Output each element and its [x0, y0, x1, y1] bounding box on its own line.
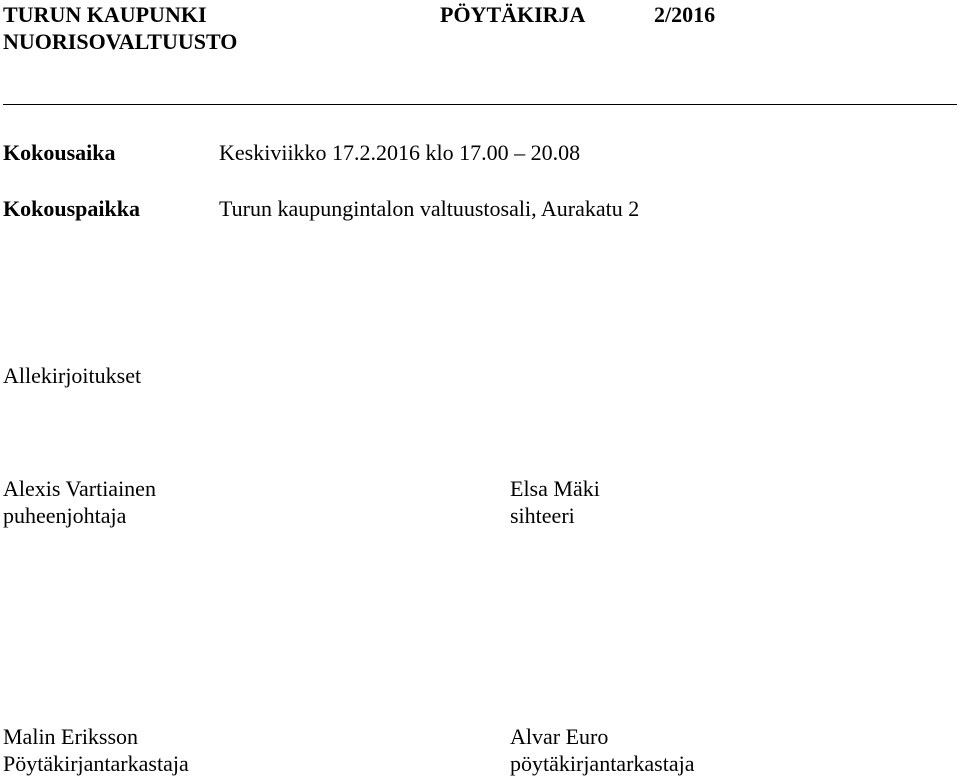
examiner1-name: Malin Eriksson — [3, 724, 139, 749]
city-name: TURUN KAUPUNKI — [3, 2, 207, 27]
examiner2-name: Alvar Euro — [510, 724, 609, 749]
document-type: PÖYTÄKIRJA — [440, 2, 586, 27]
meeting-time-label: Kokousaika — [3, 140, 116, 165]
meeting-place-label: Kokouspaikka — [3, 196, 140, 221]
meeting-time-value: Keskiviikko 17.2.2016 klo 17.00 – 20.08 — [219, 140, 581, 165]
signatures-heading: Allekirjoitukset — [3, 363, 142, 388]
document-number: 2/2016 — [654, 2, 716, 27]
chair-role: puheenjohtaja — [3, 503, 127, 528]
chair-name: Alexis Vartiainen — [3, 476, 156, 501]
board-name: NUORISOVALTUUSTO — [3, 29, 238, 54]
secretary-name: Elsa Mäki — [510, 476, 600, 501]
header-divider — [3, 104, 957, 105]
examiner1-role: Pöytäkirjantarkastaja — [3, 751, 189, 776]
meeting-place-value: Turun kaupungintalon valtuustosali, Aurakatu 2 — [219, 196, 640, 221]
examiner2-role: pöytäkirjantarkastaja — [510, 751, 695, 776]
secretary-role: sihteeri — [510, 503, 575, 528]
